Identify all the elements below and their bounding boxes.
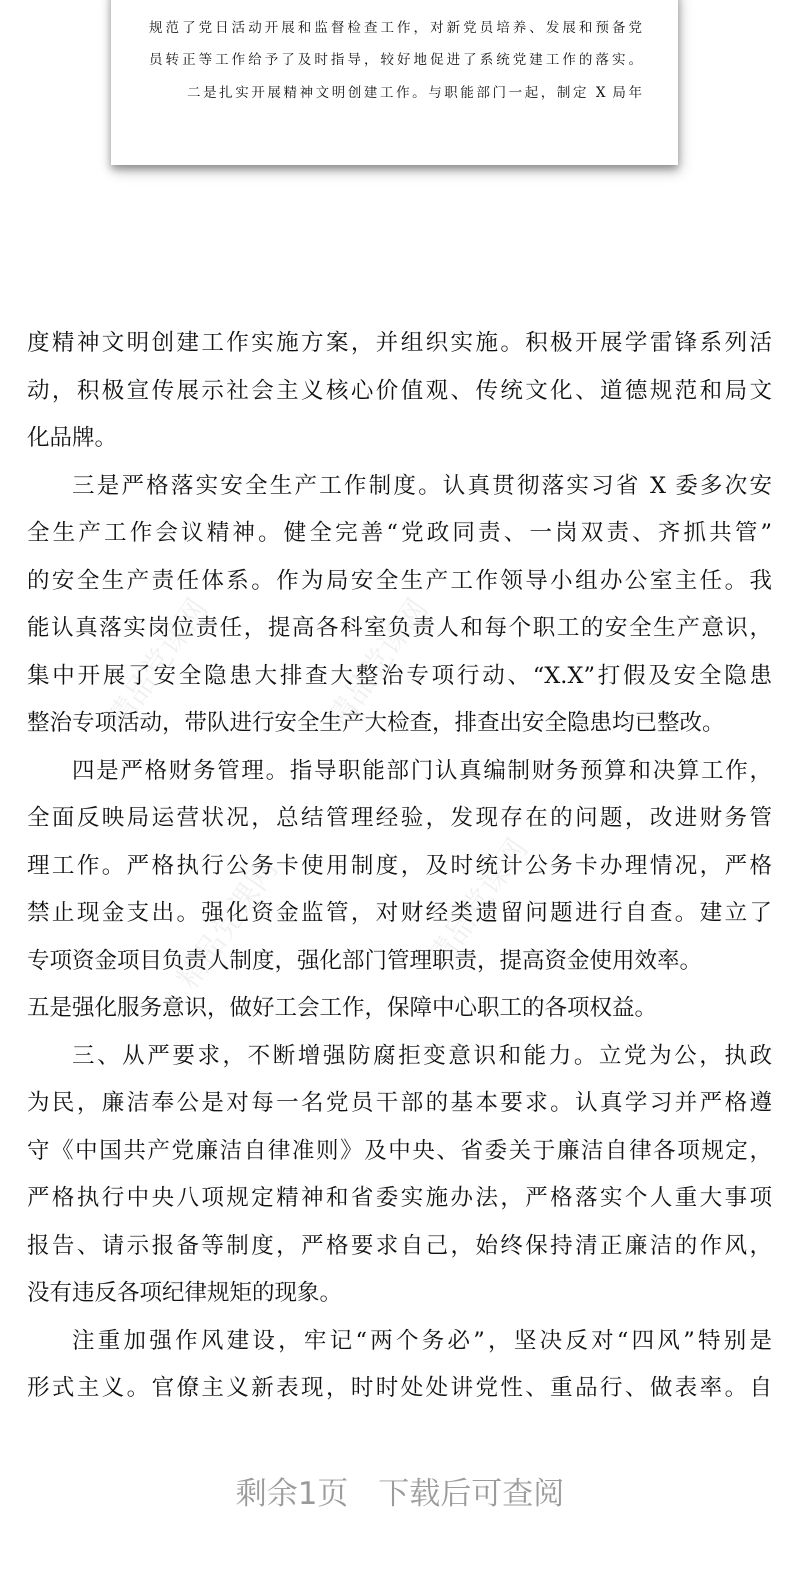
paragraph-line: 集中开展了安全隐患大排查大整治专项行动、“X.X”打假及安全隐患 (27, 662, 772, 689)
paragraph-line: 专项资金项目负责人制度，强化部门管理职责，提高资金使用效率。 (27, 947, 703, 974)
paragraph-line: 三是严格落实安全生产工作制度。认真贯彻落实习省 X 委多次安 (72, 472, 772, 499)
paragraph-line: 没有违反各项纪律规矩的现象。 (27, 1280, 343, 1306)
card-line: 员转正等工作给予了及时指导，较好地促进了系统党建工作的落实。 (149, 52, 642, 68)
paragraph-line: 全生产工作会议精神。健全完善“党政同责、一岗双责、齐抓共管” (27, 520, 772, 546)
paragraph-line: 化品牌。 (27, 425, 118, 451)
paragraph-line: 报告、请示报备等制度，严格要求自己，始终保持清正廉洁的作风， (27, 1232, 772, 1259)
paragraph-line: 禁止现金支出。强化资金监管，对财经类遗留问题进行自查。建立了 (27, 900, 772, 926)
paragraph-line: 动，积极宣传展示社会主义核心价值观、传统文化、道德规范和局文 (27, 377, 772, 404)
paragraph-line: 为民，廉洁奉公是对每一名党员干部的基本要求。认真学习并严格遵 (27, 1090, 772, 1116)
paragraph-line: 形式主义。官僚主义新表现，时时处处讲党性、重品行、做表率。自 (27, 1375, 772, 1401)
paragraph-line: 度精神文明创建工作实施方案，并组织实施。积极开展学雷锋系列活 (27, 330, 772, 356)
watermark: 精品党课网 (100, 592, 216, 736)
paragraph-line: 能认真落实岗位责任，提高各科室负责人和每个职工的安全生产意识， (27, 615, 772, 641)
watermark: 精品党课网 (320, 592, 436, 736)
paragraph-line: 三、从严要求，不断增强防腐拒变意识和能力。立党为公，执政 (72, 1042, 772, 1069)
paragraph-line: 四是严格财务管理。指导职能部门认真编制财务预算和决算工作， (72, 757, 772, 784)
paragraph-line: 整治专项活动，带队进行安全生产大检查，排查出安全隐患均已整改。 (27, 710, 725, 736)
card-line: 二是扎实开展精神文明创建工作。与职能部门一起，制定 X 局年 (187, 85, 642, 101)
paragraph-line: 全面反映局运营状况，总结管理经验，发现存在的问题，改进财务管 (27, 805, 772, 831)
remaining-pages-notice[interactable]: 剩余1页 下载后可查阅 (235, 1476, 565, 1512)
document-body (27, 327, 772, 1420)
paragraph-line: 严格执行中央八项规定精神和省委实施办法，严格落实个人重大事项 (27, 1185, 772, 1211)
paragraph-line: 注重加强作风建设，牢记“两个务必”，坚决反对“四风”特别是 (72, 1327, 772, 1354)
watermark: 精品党课网 (420, 832, 536, 976)
paragraph-line: 的安全生产责任体系。作为局安全生产工作领导小组办公室主任。我 (27, 567, 772, 594)
paragraph-line: 守《中国共产党廉洁自律准则》及中央、省委关于廉洁自律各项规定， (27, 1137, 772, 1164)
paragraph-line: 理工作。严格执行公务卡使用制度，及时统计公务卡办理情况，严格 (27, 852, 772, 879)
paragraph-line: 五是强化服务意识，做好工会工作，保障中心职工的各项权益。 (27, 995, 658, 1021)
preview-page-card (111, 0, 678, 165)
watermark: 精品党课网 (170, 852, 286, 996)
card-line: 规范了党日活动开展和监督检查工作，对新党员培养、发展和预备党 (149, 20, 642, 36)
